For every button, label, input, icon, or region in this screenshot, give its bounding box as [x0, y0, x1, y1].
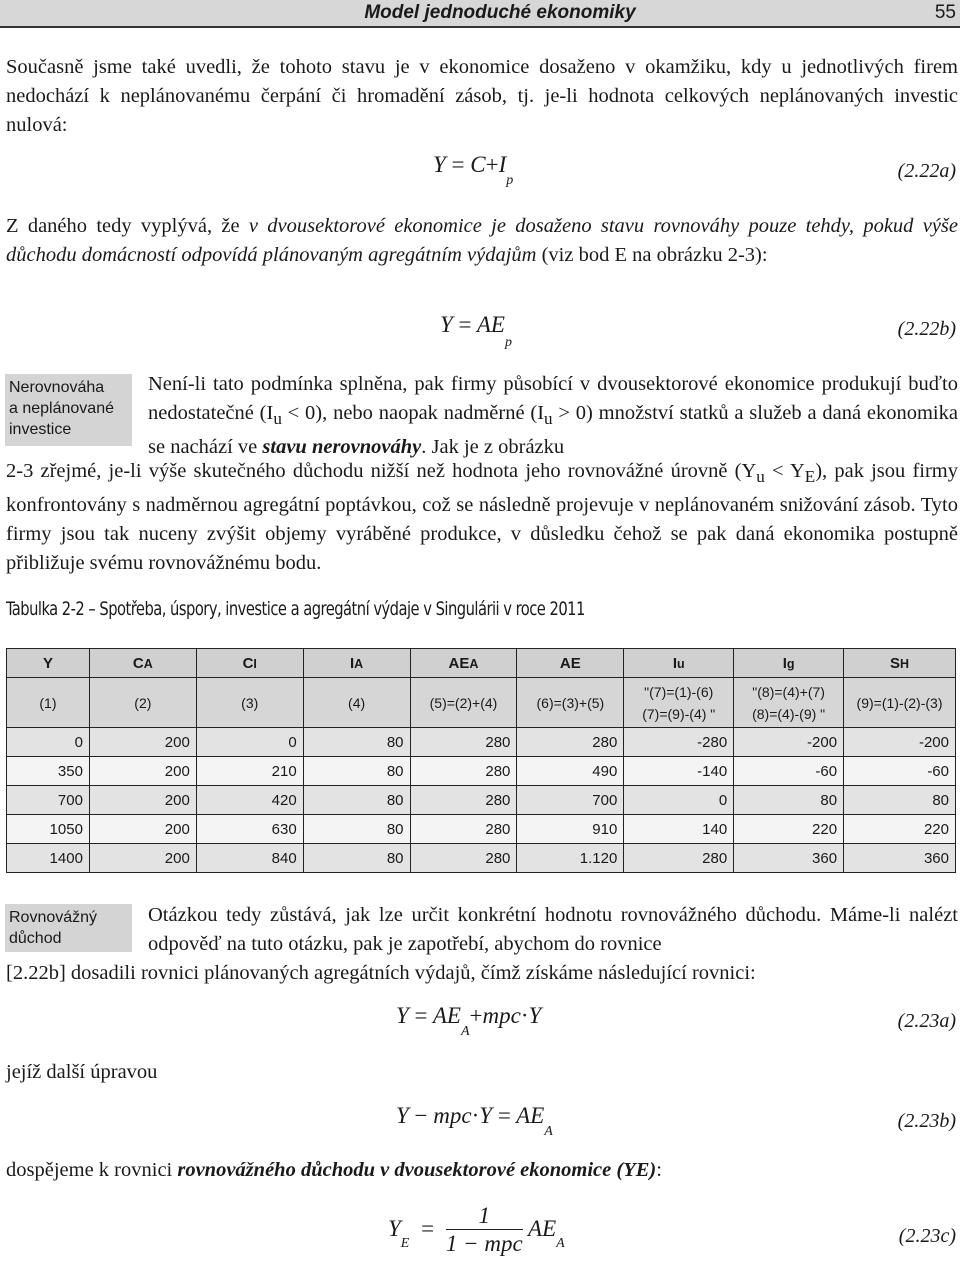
- equation-label-2-23a: (2.23a): [897, 1010, 956, 1032]
- paragraph-3a: Není-li tato podmínka splněna, pak firmy působící v dvousektorové ekonomice produkují buďto nedostatečné $(I_u < 0)$, nebo naopak nadměrné $(I_u > 0)$ množství statků a služeb a daná ekonomika se nachází ve stavu nerovnováhy. Jak je z obrázku: [148, 373, 958, 459]
- table-cell: 700: [517, 786, 624, 815]
- table-cell: 80: [303, 815, 410, 844]
- table-cell: 220: [844, 815, 956, 844]
- equation-label-2-22b: (2.22b): [897, 318, 956, 340]
- table-cell: 80: [734, 786, 844, 815]
- table-cell: 420: [196, 786, 303, 815]
- equation-2-23c: $Y_E$ = $\frac{1}{\text{1 − mpc}}$ $AE_A$: [388, 1203, 565, 1256]
- table-cell: 80: [303, 786, 410, 815]
- col-header: SH: [844, 649, 956, 678]
- col-header: Ig: [734, 649, 844, 678]
- equation-label-2-22a: (2.22a): [897, 160, 956, 182]
- formula-cell: (1): [7, 678, 90, 728]
- paragraph-6: dospějeme k rovnici rovnovážného důchodu v dvousektorové ekonomice (YE):: [6, 1159, 662, 1181]
- table-cell: -60: [844, 757, 956, 786]
- table-cell: 80: [303, 844, 410, 873]
- equation-2-23a: $Y = AE_A+mpc\cdot Y$: [396, 1003, 542, 1039]
- table-cell: -60: [734, 757, 844, 786]
- table-cell: 910: [517, 815, 624, 844]
- table-cell: 0: [624, 786, 734, 815]
- table-cell: 280: [517, 728, 624, 757]
- equation-2-22a: $Y = C+I_p$: [433, 152, 514, 188]
- margin-note-disequilibrium: Nerovnováha a neplánované investice: [5, 374, 132, 446]
- table-cell: 200: [89, 757, 196, 786]
- equation-label-2-23b: (2.23b): [897, 1110, 956, 1132]
- formula-cell: (4): [303, 678, 410, 728]
- paragraph-5: jejíž další úpravou: [6, 1061, 158, 1083]
- table-cell: 80: [844, 786, 956, 815]
- table-cell: 140: [624, 815, 734, 844]
- table-cell: 200: [89, 786, 196, 815]
- table-cell: 0: [7, 728, 90, 757]
- table-row: [7, 786, 956, 815]
- data-table: [6, 648, 956, 873]
- equation-2-23b: $Y - mpc\cdot Y = AE_A$: [396, 1103, 553, 1139]
- formula-cell: (6)=(3)+(5): [517, 678, 624, 728]
- equation-2-22b: $Y = AE_p$: [440, 312, 512, 350]
- table-cell: 200: [89, 728, 196, 757]
- table-cell: 840: [196, 844, 303, 873]
- table-cell: 80: [303, 757, 410, 786]
- table-cell: 80: [303, 728, 410, 757]
- table-cell: 360: [734, 844, 844, 873]
- table-cell: -200: [844, 728, 956, 757]
- table-cell: 280: [624, 844, 734, 873]
- table-cell: 280: [410, 757, 517, 786]
- table-cell: 280: [410, 815, 517, 844]
- col-header: CA: [89, 649, 196, 678]
- paragraph-4: Otázkou tedy zůstává, jak lze určit konkrétní hodnotu rovnovážného důchodu. Máme-li nalézt odpověď na tuto otázku, pak je zapotřebí, abychom do rovnice: [148, 904, 958, 955]
- page-number: 55: [934, 2, 956, 23]
- table-cell: 0: [196, 728, 303, 757]
- table-title: Tabulka 2-2 – Spotřeba, úspory, investice a agregátní výdaje v Singulárii v roce 2011: [6, 598, 585, 620]
- table-cell: 280: [410, 844, 517, 873]
- formula-cell: (9)=(1)-(2)-(3): [844, 678, 956, 728]
- col-header: IA: [303, 649, 410, 678]
- table-row: [7, 844, 956, 873]
- table-cell: 200: [89, 815, 196, 844]
- table-formula-row: [7, 678, 956, 728]
- paragraph-2: Z daného tedy vyplývá, že v dvousektorové ekonomice je dosaženo stavu rovnováhy pouze tehdy, pokud výše důchodu domácností odpovídá plánovaným agregátním výdajům (viz bod E na obrázku 2-3):: [6, 215, 958, 266]
- table-cell: 1.120: [517, 844, 624, 873]
- equation-label-2-23c: (2.23c): [898, 1225, 956, 1247]
- table-cell: 200: [89, 844, 196, 873]
- fraction: $\frac{1}{\text{1 − mpc}}$: [445, 1203, 523, 1256]
- paragraph-3b: 2-3 zřejmé, je-li výše skutečného důchodu nižší než hodnota jeho rovnovážné úrovně $(Y_u < Y_E)$, pak jsou firmy konfrontovány s nadměrnou agregátní poptávkou, což se následně projevuje v neplánovaném snižování zásob. Tyto firmy jsou tak nuceny zvýšit objemy vyráběné produkce, v důsledku čehož se pak daná ekonomika postupně přibližuje svému rovnovážnému bodu.: [6, 460, 958, 575]
- col-header: Iu: [624, 649, 734, 678]
- formula-cell: (3): [196, 678, 303, 728]
- table-cell: -200: [734, 728, 844, 757]
- running-title: Model jednoduché ekonomiky: [364, 2, 636, 23]
- paragraph-4b: [2.22b] dosadili rovnici plánovaných agregátních výdajů, čímž získáme následující rovnici:: [6, 962, 756, 984]
- table-cell: -280: [624, 728, 734, 757]
- margin-note-equilibrium-income: Rovnovážný důchod: [5, 904, 132, 952]
- table-cell: 280: [410, 728, 517, 757]
- table-cell: 1400: [7, 844, 90, 873]
- table-cell: 280: [410, 786, 517, 815]
- table-cell: 360: [844, 844, 956, 873]
- formula-cell: "(8)=(4)+(7) (8)=(4)-(9) ": [734, 678, 844, 728]
- table-cell: 210: [196, 757, 303, 786]
- table-cell: 700: [7, 786, 90, 815]
- table-row: [7, 757, 956, 786]
- formula-cell: (2): [89, 678, 196, 728]
- table-cell: 350: [7, 757, 90, 786]
- table-cell: 1050: [7, 815, 90, 844]
- table-cell: 490: [517, 757, 624, 786]
- col-header: CI: [196, 649, 303, 678]
- table-row: [7, 728, 956, 757]
- table-cell: -140: [624, 757, 734, 786]
- col-header: Y: [7, 649, 90, 678]
- paragraph-1: Současně jsme také uvedli, že tohoto stavu je v ekonomice dosaženo v okamžiku, kdy u jednotlivých firem nedochází k neplánovanému čerpání či hromadění zásob, tj. je-li hodnota celkových neplánovaných investic nulová:: [6, 56, 958, 136]
- table-cell: 220: [734, 815, 844, 844]
- table-row: [7, 815, 956, 844]
- formula-cell: "(7)=(1)-(6) (7)=(9)-(4) ": [624, 678, 734, 728]
- col-header: AEA: [410, 649, 517, 678]
- table-cell: 630: [196, 815, 303, 844]
- formula-cell: (5)=(2)+(4): [410, 678, 517, 728]
- table-header-row: [7, 649, 956, 678]
- col-header: AE: [517, 649, 624, 678]
